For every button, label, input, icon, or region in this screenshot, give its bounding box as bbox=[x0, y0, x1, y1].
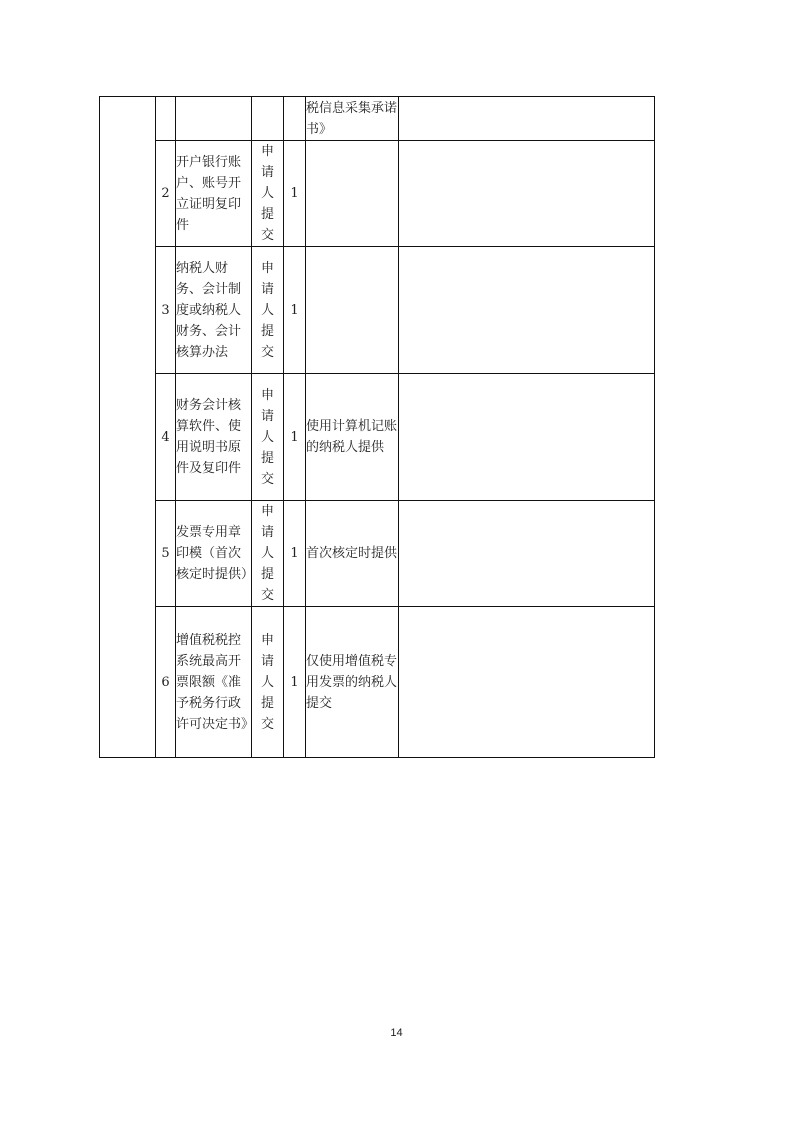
table-row bbox=[100, 374, 655, 501]
material-name-cell: 开户银行账户、账号开立证明复印件 bbox=[176, 141, 252, 247]
count-cell: 1 bbox=[284, 247, 306, 374]
count-cell bbox=[284, 97, 306, 141]
source-cell bbox=[252, 374, 284, 501]
material-name-cell: 纳税人财务、会计制度或纳税人财务、会计核算办法 bbox=[176, 247, 252, 374]
source-cell bbox=[252, 247, 284, 374]
count-cell: 1 bbox=[284, 501, 306, 607]
row-number-cell bbox=[156, 97, 176, 141]
source-text: 申请人提交 bbox=[261, 260, 275, 360]
count-cell: 1 bbox=[284, 607, 306, 758]
table-row bbox=[100, 97, 655, 141]
material-name-cell: 发票专用章印模（首次核定时提供） bbox=[176, 501, 252, 607]
source-text: 申请人提交 bbox=[261, 632, 275, 732]
note-cell bbox=[306, 141, 399, 247]
note-cell: 仅使用增值税专用发票的纳税人提交 bbox=[306, 607, 399, 758]
page-number: 14 bbox=[390, 1027, 403, 1039]
table-row bbox=[100, 607, 655, 758]
table-row bbox=[100, 501, 655, 607]
source-cell bbox=[252, 607, 284, 758]
remarks-cell bbox=[399, 247, 655, 374]
remarks-cell bbox=[399, 141, 655, 247]
source-text: 申请人提交 bbox=[261, 387, 275, 487]
count-cell: 1 bbox=[284, 374, 306, 501]
count-cell: 1 bbox=[284, 141, 306, 247]
material-name-cell: 增值税税控系统最高开票限额《准予税务行政许可决定书》 bbox=[176, 607, 252, 758]
note-cell: 首次核定时提供 bbox=[306, 501, 399, 607]
row-number-cell: 4 bbox=[156, 374, 176, 501]
remarks-cell bbox=[399, 607, 655, 758]
row-number-cell: 5 bbox=[156, 501, 176, 607]
materials-table bbox=[99, 96, 655, 758]
source-text: 申请人提交 bbox=[261, 504, 275, 603]
table-row bbox=[100, 247, 655, 374]
source-text: 申请人提交 bbox=[261, 144, 275, 243]
remarks-cell bbox=[399, 97, 655, 141]
remarks-cell bbox=[399, 374, 655, 501]
source-cell bbox=[252, 501, 284, 607]
row-number-cell: 2 bbox=[156, 141, 176, 247]
row-number-cell: 3 bbox=[156, 247, 176, 374]
note-cell bbox=[306, 247, 399, 374]
note-cell: 使用计算机记账的纳税人提供 bbox=[306, 374, 399, 501]
table-row bbox=[100, 141, 655, 247]
source-cell bbox=[252, 141, 284, 247]
note-cell: 税信息采集承诺书》 bbox=[306, 97, 399, 141]
source-cell bbox=[252, 97, 284, 141]
merged-category-cell bbox=[100, 97, 156, 758]
material-name-cell: 财务会计核算软件、使用说明书原件及复印件 bbox=[176, 374, 252, 501]
material-name-cell bbox=[176, 97, 252, 141]
remarks-cell bbox=[399, 501, 655, 607]
row-number-cell: 6 bbox=[156, 607, 176, 758]
